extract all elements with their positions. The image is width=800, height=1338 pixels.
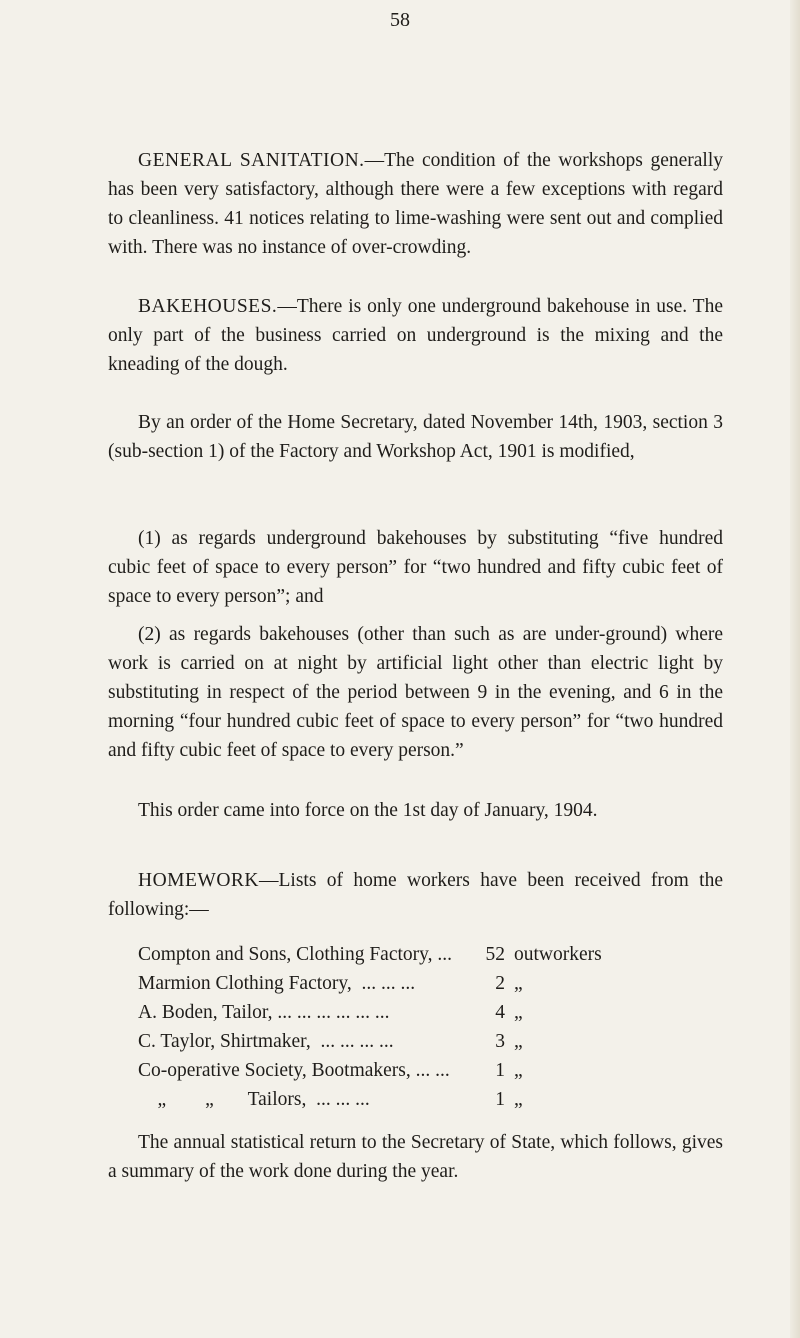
homework-heading: HOMEWORK: [138, 870, 259, 891]
clause-2-section: [108, 620, 723, 765]
force-paragraph: This order came into force on the 1st day of January, 1904.: [138, 800, 598, 821]
outworker-count: 3: [495, 1031, 505, 1052]
outworker-unit: „: [514, 973, 523, 994]
list-item: [138, 1027, 738, 1056]
bakehouses-body: —There is only one underground bakehouse in use. The only part of the business carried on underground is the mixing and the kneading of the dough.: [108, 296, 723, 375]
outworker-unit: outworkers: [514, 944, 602, 965]
sanitation-body: —The condition of the workshops generally has been very satisfactory, although there were a few exceptions with regard to cleanliness. 41 notices relating to lime-washing were sent out and complied with. There was no instance of over-crowding.: [108, 150, 724, 258]
outworker-count: 1: [495, 1089, 505, 1110]
employer-name: C. Taylor, Shirtmaker, ... ... ... ...: [138, 1031, 394, 1052]
closing-paragraph: The annual statistical return to the Secretary of State, which follows, gives a summary of the work done during the year.: [108, 1132, 723, 1182]
sanitation-section: [108, 146, 723, 262]
force-section: [108, 796, 723, 825]
clause-2-paragraph: (2) as regards bakehouses (other than such as are under-ground) where work is carried on at night by artificial light other than electric light by substituting in respect of the period between 9 in the evening, and 6 in the morning “four hundred cubic feet of space to every person” for “two hundred and fifty cubic feet of space to every person.”: [108, 624, 723, 761]
list-item: [138, 1085, 738, 1114]
bakehouses-heading: BAKEHOUSES.: [138, 296, 278, 317]
order-section: [108, 408, 723, 466]
bakehouses-paragraph: [108, 292, 723, 379]
homework-paragraph: [108, 866, 723, 924]
homework-intro: —Lists of home workers have been received from the following:—: [108, 870, 723, 920]
outworker-unit: „: [514, 1089, 523, 1110]
page-edge: [790, 0, 800, 1338]
employer-name: Co-operative Society, Bootmakers, ... ...: [138, 1060, 450, 1081]
outworker-count: 52: [485, 944, 505, 965]
sanitation-paragraph: [108, 146, 723, 262]
outworker-unit: „: [514, 1060, 523, 1081]
employer-name: Marmion Clothing Factory, ... ... ...: [138, 973, 416, 994]
outworker-unit: „: [514, 1031, 523, 1052]
outworker-count: 4: [495, 1002, 505, 1023]
employer-name: „ „ Tailors, ... ... ...: [138, 1089, 370, 1110]
clause-1-paragraph: (1) as regards underground bakehouses by substituting “five hundred cubic feet of space to every person” for “two hundred and fifty cubic feet of space to every person”; and: [108, 528, 723, 607]
bakehouses-section: [108, 292, 723, 379]
order-paragraph: By an order of the Home Secretary, dated November 14th, 1903, section 3 (sub-section 1) of the Factory and Workshop Act, 1901 is modified,: [108, 412, 723, 462]
closing-section: [108, 1128, 723, 1186]
list-item: [138, 940, 738, 969]
list-item: [138, 1056, 738, 1085]
outworker-unit: „: [514, 1002, 523, 1023]
outworker-count: 1: [495, 1060, 505, 1081]
list-item: [138, 969, 738, 998]
sanitation-heading: GENERAL SANITATION.: [138, 150, 365, 171]
homework-section: [108, 866, 723, 924]
outworkers-list: [138, 940, 738, 1114]
clause-1-section: [108, 524, 723, 611]
employer-name: Compton and Sons, Clothing Factory, ...: [138, 944, 452, 965]
outworker-count: 2: [495, 973, 505, 994]
page-number: 58: [390, 9, 410, 31]
list-item: [138, 998, 738, 1027]
employer-name: A. Boden, Tailor, ... ... ... ... ... ...: [138, 1002, 390, 1023]
